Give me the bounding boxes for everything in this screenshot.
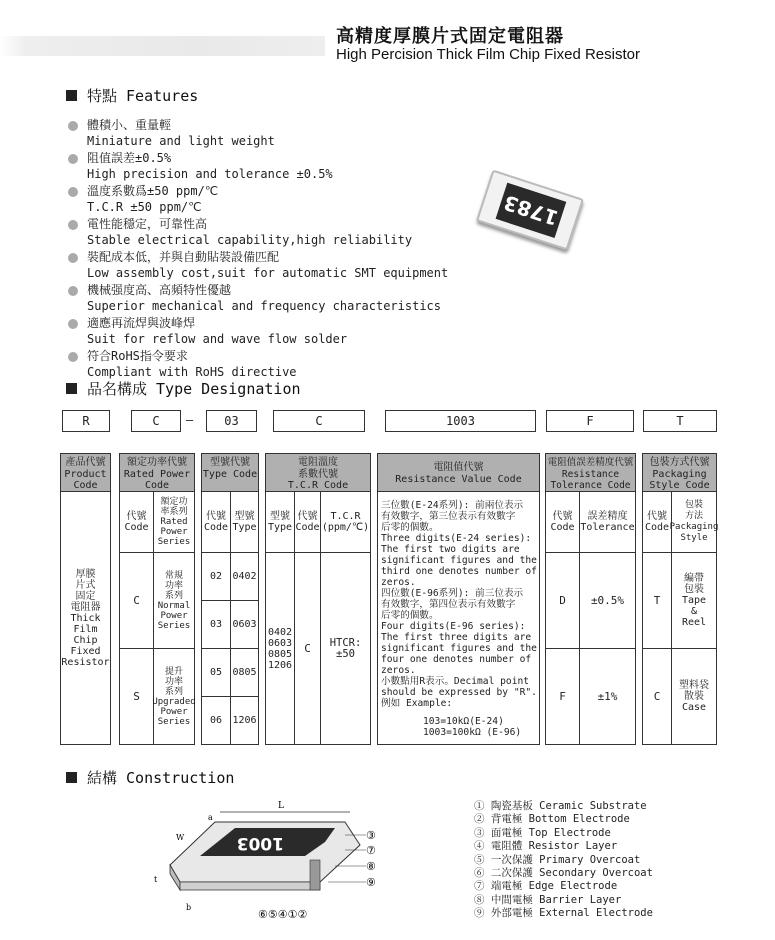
type-row-type: 0402: [232, 571, 257, 582]
tcr-sub-value: T.C.R (ppm/℃): [321, 511, 370, 533]
construction-heading: [66, 767, 234, 788]
resistance-example-1: 103=10kΩ(E-24): [423, 716, 504, 727]
feature-item: [68, 217, 488, 248]
feature-en: Superior mechanical and frequency characteristics: [87, 298, 442, 313]
legend-item: ③ 面電極 Top Electrode: [474, 826, 611, 839]
feature-cn: 溫度系數爲±50 ppm/℃: [87, 184, 219, 198]
power-sub-code: 代號 Code: [124, 511, 149, 533]
resistance-description: 三位數(E-24系列): 前兩位表示 有效數字，第三位表示有效數字 后零的個數。 Three digits(E-24 series): The first two digits are significant figures and the third one denotes number of zeros. 四位數(E-96系列): 前三位表示 有效數字，第四位表示有效數字 后零的個數。 Four digits(E-96 series): The first three digits are significant figures and the four one denotes number of zeros. 小數點用R表示。Decimal point should be expressed by "R". 例如 Example:: [381, 500, 537, 709]
dim-label-l: L: [278, 801, 284, 811]
chip-marking: 1003: [236, 833, 284, 853]
feature-en: Stable electrical capability,high reliability: [87, 232, 413, 247]
feature-cn: 適應再流焊與波峰焊: [87, 316, 196, 330]
tcr-types: 0402 0603 0805 1206: [267, 626, 293, 671]
product-code-column: [60, 453, 111, 745]
packaging-code-header: 包裝方式代號 Packaging Style Code: [643, 454, 716, 492]
end-electrode: [310, 860, 320, 890]
features-heading-text: 特點 Features: [87, 87, 199, 105]
product-code-body: 厚膜 片式 固定 電阻器 Thick Film Chip Fixed Resistor: [61, 568, 110, 668]
product-code-header: 產品代號 Product Code: [61, 454, 110, 492]
tolerance-code-header: 電阻值誤差精度代號 Resistance Tolerance Code: [546, 454, 635, 492]
code-box-type: 03: [206, 410, 257, 432]
feature-cn: 電性能穩定，可靠性高: [87, 217, 208, 231]
tcr-sub-type: 型號 Type: [267, 511, 293, 533]
bottom-labels: ⑥⑤④①②: [258, 908, 308, 921]
power-row-name: 常規 功率 系列 Normal Power Series: [157, 570, 191, 631]
type-designation-heading: [66, 378, 301, 399]
feature-cn: 阻值誤差±0.5%: [87, 151, 172, 165]
tolerance-sub-code: 代號 Code: [550, 511, 575, 533]
features-list: [68, 118, 488, 382]
feature-cn: 符合RoHS指令要求: [87, 349, 188, 363]
bullet-icon: [68, 352, 78, 362]
code-dash: —: [186, 413, 194, 427]
code-box-resistance: 1003: [385, 410, 536, 432]
feature-item: [68, 283, 488, 314]
feature-item: [68, 349, 488, 380]
type-row-code: 05: [209, 667, 223, 678]
feature-item: [68, 316, 488, 347]
construction-diagram: [140, 790, 380, 925]
type-row-type: 0805: [232, 667, 257, 678]
power-sub-series: 額定功 率系列 Rated Power Series: [157, 497, 191, 547]
label-7: ⑦: [366, 844, 376, 857]
tolerance-code-column: [545, 453, 636, 745]
label-9: ⑨: [366, 876, 376, 889]
legend-item: ② 背電極 Bottom Electrode: [474, 813, 630, 826]
feature-en: Compliant with RoHS directive: [87, 364, 297, 379]
bullet-icon: [68, 286, 78, 296]
section-bullet-icon: [66, 383, 77, 394]
dim-label-t: t: [154, 875, 158, 884]
construction-legend: [474, 800, 653, 921]
tolerance-row-code: F: [559, 690, 566, 703]
legend-item: ⑤ 一次保護 Primary Overcoat: [474, 853, 641, 866]
feature-cn: 機械强度高、高頻特性優越: [87, 283, 232, 297]
dim-label-w: W: [176, 833, 185, 842]
bullet-icon: [68, 253, 78, 263]
type-designation-heading-text: 品名構成 Type Designation: [87, 380, 301, 398]
packaging-row-code: T: [653, 594, 661, 607]
resistance-code-header: 電阻值代號 Resistance Value Code: [378, 454, 539, 492]
feature-en: High precision and tolerance ±0.5%: [87, 166, 333, 181]
bullet-icon: [68, 187, 78, 197]
packaging-sub-style: 包裝 方法 Packaging Style: [669, 500, 719, 543]
bullet-icon: [68, 154, 78, 164]
type-code-column: [201, 453, 259, 745]
page-title-cn: 高精度厚膜片式固定電阻器: [336, 26, 564, 47]
type-code-header: 型號代號 Type Code: [202, 454, 258, 492]
feature-cn: 裝配成本低，并與自動貼裝設備匹配: [87, 250, 280, 264]
type-row-code: 02: [209, 571, 223, 582]
power-code-column: [119, 453, 195, 745]
section-bullet-icon: [66, 772, 77, 783]
type-row-type: 1206: [232, 715, 257, 726]
dim-label-b: b: [186, 903, 192, 912]
resistance-example-2: 1003=100kΩ (E-96): [423, 727, 522, 738]
feature-item: [68, 118, 488, 149]
label-3: ③: [366, 829, 376, 842]
code-box-tcr: C: [273, 410, 365, 432]
features-heading: [66, 85, 198, 106]
tolerance-row-value: ±1%: [597, 690, 618, 703]
type-row-code: 06: [209, 715, 223, 726]
bullet-icon: [68, 319, 78, 329]
packaging-row-value: 編帶 包裝 Tape & Reel: [681, 573, 707, 628]
section-bullet-icon: [66, 90, 77, 101]
power-row-name: 提升 功率 系列 Upgraded Power Series: [152, 666, 196, 727]
resistance-code-column: [377, 453, 540, 745]
construction-heading-text: 結構 Construction: [87, 769, 235, 787]
packaging-code-column: [642, 453, 717, 745]
code-box-product: R: [62, 410, 110, 432]
tcr-code: C: [304, 642, 311, 655]
tolerance-row-code: D: [559, 594, 566, 607]
feature-en: Suit for reflow and wave flow solder: [87, 331, 348, 346]
code-box-tolerance: F: [546, 410, 634, 432]
tcr-value: HTCR: ±50: [329, 636, 362, 660]
tcr-code-column: [265, 453, 371, 745]
power-row-code: C: [133, 594, 140, 607]
type-row-code: 03: [209, 619, 223, 630]
dim-label-a: a: [208, 813, 213, 822]
legend-item: ⑥ 二次保護 Secondary Overcoat: [474, 867, 653, 880]
tolerance-sub-value: 誤差精度 Tolerance: [580, 511, 635, 533]
feature-item: [68, 184, 488, 215]
chip-marking: 1783: [496, 183, 567, 238]
chip-resistor-photo: [476, 169, 584, 250]
type-sub-type: 型號 Type: [232, 511, 257, 533]
type-row-type: 0603: [232, 619, 257, 630]
tcr-code-header: 電阻溫度 系數代號 T.C.R Code: [266, 454, 370, 492]
packaging-sub-code: 代號 Code: [644, 511, 670, 533]
feature-en: Miniature and light weight: [87, 133, 275, 148]
legend-item: ⑨ 外部電極 External Electrode: [474, 907, 653, 920]
power-row-code: S: [133, 690, 140, 703]
feature-en: Low assembly cost,suit for automatic SMT equipment: [87, 265, 449, 280]
code-box-packaging: T: [643, 410, 717, 432]
legend-item: ④ 電阻體 Resistor Layer: [474, 840, 618, 853]
label-8: ⑧: [366, 860, 376, 873]
page-title-en: High Percision Thick Film Chip Fixed Resistor: [336, 46, 640, 63]
tcr-sub-code: 代號 Code: [295, 511, 320, 533]
feature-item: [68, 151, 488, 182]
code-box-power: C: [131, 410, 181, 432]
chip-side: [180, 882, 320, 890]
bullet-icon: [68, 220, 78, 230]
legend-item: ⑧ 中間電極 Barrier Layer: [474, 893, 622, 906]
header-decoration-bar: [0, 36, 325, 56]
bullet-icon: [68, 121, 78, 131]
tolerance-row-value: ±0.5%: [590, 594, 625, 607]
feature-item: [68, 250, 488, 281]
packaging-row-code: C: [653, 690, 661, 703]
type-sub-code: 代號 Code: [203, 511, 229, 533]
feature-en: T.C.R ±50 ppm/℃: [87, 199, 202, 214]
legend-item: ① 陶瓷基板 Ceramic Substrate: [474, 800, 647, 812]
legend-item: ⑦ 端電極 Edge Electrode: [474, 880, 618, 893]
packaging-row-value: 塑料袋 散裝 Case: [679, 680, 709, 713]
feature-cn: 體積小、重量輕: [87, 118, 172, 132]
power-code-header: 額定功率代號 Rated Power Code: [120, 454, 194, 492]
